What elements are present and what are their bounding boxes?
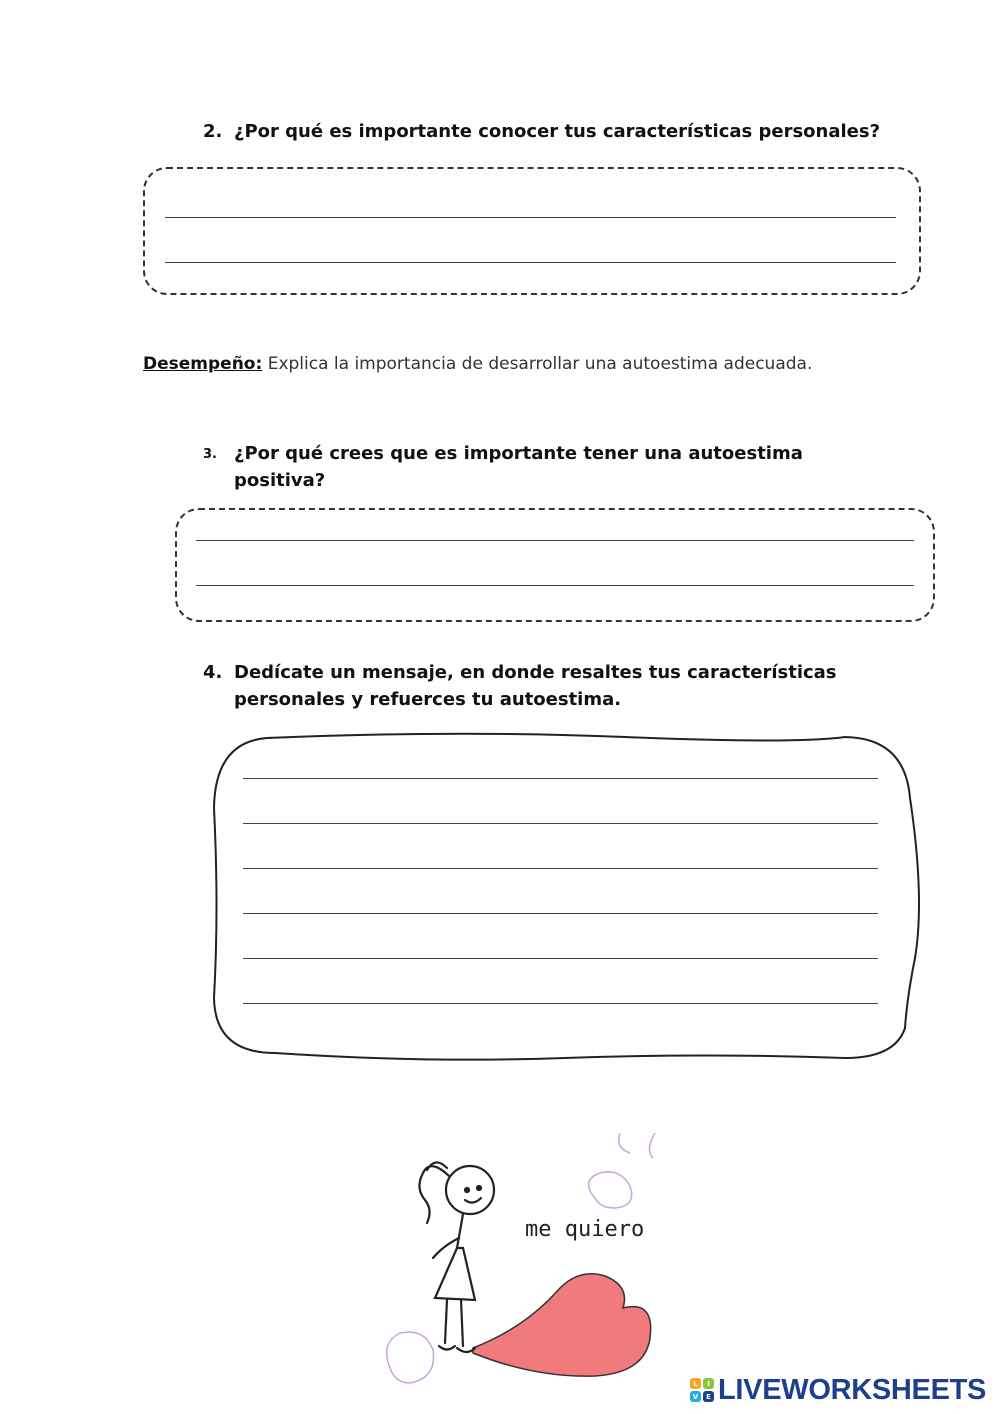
question-3	[203, 440, 843, 494]
answer-line	[196, 585, 914, 586]
logo-mark-l: L	[690, 1378, 701, 1389]
question-text: ¿Por qué es importante conocer tus características personales?	[234, 121, 881, 142]
question-4	[203, 659, 883, 713]
answer-field-q2-2[interactable]	[165, 235, 896, 261]
answer-line	[243, 868, 878, 869]
question-text-line-1: Dedícate un mensaje, en donde resaltes tus características	[234, 662, 837, 683]
logo-mark-e: E	[703, 1391, 714, 1402]
answer-field-q4-2[interactable]	[243, 797, 878, 822]
question-number: 2.	[203, 121, 223, 142]
answer-line	[165, 217, 896, 218]
girl-heart-illustration	[375, 1128, 695, 1398]
answer-field-q4-4[interactable]	[243, 887, 878, 912]
logo-mark-v: V	[690, 1391, 701, 1402]
answer-line	[243, 913, 878, 914]
answer-line	[196, 540, 914, 541]
illustration-caption: me quiero	[525, 1217, 645, 1242]
answer-line	[165, 262, 896, 263]
answer-field-q3-1[interactable]	[196, 514, 914, 539]
answer-line	[243, 958, 878, 959]
question-number: 3.	[203, 447, 217, 462]
desempeno-label: Desempeño:	[143, 354, 263, 374]
desempeno	[143, 352, 812, 376]
answer-field-q2-1[interactable]	[165, 190, 896, 216]
answer-field-q4-1[interactable]	[243, 752, 878, 777]
answer-line	[243, 823, 878, 824]
question-text-line-2: positiva?	[234, 470, 326, 491]
question-2	[203, 118, 903, 145]
logo-mark-i: I	[703, 1378, 714, 1389]
question-number: 4.	[203, 662, 223, 683]
answer-field-q4-5[interactable]	[243, 932, 878, 957]
desempeno-text: Explica la importancia de desarrollar una autoestima adecuada.	[267, 354, 813, 374]
liveworksheets-logo	[690, 1374, 986, 1406]
heart-shape-icon	[473, 1274, 651, 1376]
girl-figure-icon	[419, 1162, 494, 1352]
answer-field-q4-3[interactable]	[243, 842, 878, 867]
answer-line	[243, 1003, 878, 1004]
logo-text: LIVEWORKSHEETS	[718, 1373, 987, 1406]
answer-box-q2	[143, 167, 921, 295]
question-text-line-2: personales y refuerces tu autoestima.	[234, 689, 622, 710]
question-text-line-1: ¿Por qué crees que es importante tener una autoestima	[234, 443, 803, 464]
logo-mark-icon	[690, 1378, 714, 1402]
answer-line	[243, 778, 878, 779]
answer-field-q3-2[interactable]	[196, 559, 914, 584]
answer-field-q4-6[interactable]	[243, 977, 878, 1002]
